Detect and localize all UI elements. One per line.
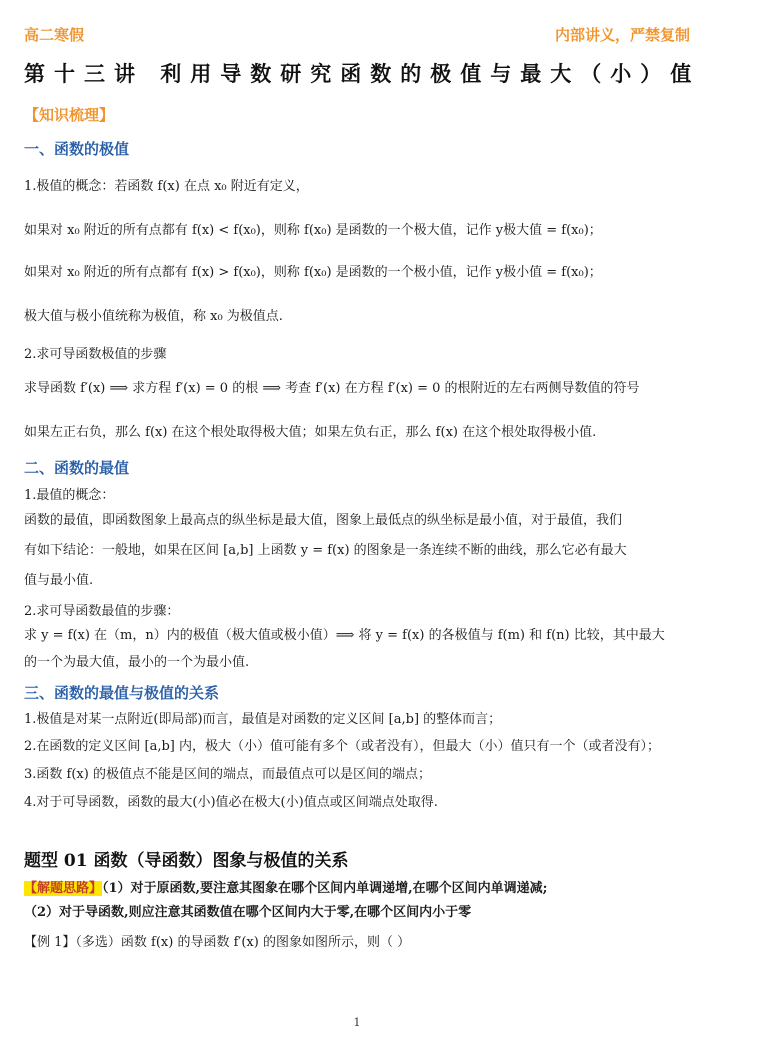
solution-tip-line-2: （2）对于导函数,则应注意其函数值在哪个区间内大于零,在哪个区间内小于零 <box>24 905 472 920</box>
header-right: 内部讲义，严禁复制 <box>554 26 690 44</box>
page-number: 1 <box>353 1016 361 1029</box>
s2-line-2: 函数的最值，即函数图象上最高点的纵坐标是最大值，图象上最低点的纵坐标是最小值，对于最值，我们 <box>24 513 623 528</box>
s3-line-4: 4.对于可导函数，函数的最大(小)值必在极大(小)值点或区间端点处取得. <box>24 795 438 810</box>
s3-line-1: 1.极值是对某一点附近(即局部)而言，最值是对函数的定义区间 [a,b] 的整体而言； <box>24 712 502 727</box>
solution-tip-line-1 <box>24 880 547 898</box>
s1-line-6: 求导函数 f′(x) ⟹ 求方程 f′(x) = 0 的根 ⟹ 考查 f′(x) 在方程 f′(x) = 0 的根附近的左右两侧导数值的符号 <box>24 381 640 396</box>
section-1-heading: 一、函数的极值 <box>24 140 130 158</box>
s1-line-5: 2.求可导函数极值的步骤 <box>24 347 167 362</box>
s1-line-2: 如果对 x₀ 附近的所有点都有 f(x) < f(x₀)，则称 f(x₀) 是函数的一个极大值，记作 y极大值 = f(x₀)； <box>24 223 602 238</box>
type-heading: 题型 01 函数（导函数）图象与极值的关系 <box>24 851 349 871</box>
s1-line-7: 如果左正右负，那么 f(x) 在这个根处取得极大值；如果左负右正，那么 f(x) 在这个根处取得极小值. <box>24 425 597 440</box>
s1-line-1: 1.极值的概念：若函数 f(x) 在点 x₀ 附近有定义， <box>24 179 309 194</box>
s3-line-2: 2.在函数的定义区间 [a,b] 内，极大（小）值可能有多个（或者没有），但最大（小）值只有一个（或者没有）； <box>24 739 661 754</box>
s2-line-1: 1.最值的概念： <box>24 488 115 503</box>
s2-line-7: 的一个为最大值，最小的一个为最小值. <box>24 655 250 670</box>
solution-tip-text-1: （1）对于原函数,要注意其图象在哪个区间内单调递增,在哪个区间内单调递减; <box>102 881 548 896</box>
s2-line-3: 有如下结论：一般地，如果在区间 [a,b] 上函数 y = f(x) 的图象是一条连续不断的曲线，那么它必有最大 <box>24 543 627 558</box>
s2-line-6: 求 y = f(x) 在（m，n）内的极值（极大值或极小值）⟹ 将 y = f(x) 的各极值与 f(m) 和 f(n) 比较，其中最大 <box>24 628 665 643</box>
page-title: 第十三讲 利用导数研究函数的极值与最大（小）值 <box>24 61 701 86</box>
solution-tip-label: 【解题思路】 <box>24 881 103 896</box>
knowledge-label: 【知识梳理】 <box>24 106 115 124</box>
s1-line-3: 如果对 x₀ 附近的所有点都有 f(x) > f(x₀)，则称 f(x₀) 是函数的一个极小值，记作 y极小值 = f(x₀)； <box>24 265 602 280</box>
s1-line-4: 极大值与极小值统称为极值，称 x₀ 为极值点. <box>24 309 283 324</box>
section-3-heading: 三、函数的最值与极值的关系 <box>24 684 220 702</box>
section-2-heading: 二、函数的最值 <box>24 459 130 477</box>
header-left: 高二寒假 <box>24 26 85 44</box>
s2-line-4: 值与最小值. <box>24 573 94 588</box>
s2-line-5: 2.求可导函数最值的步骤： <box>24 604 180 619</box>
example-1: 【例 1】（多选）函数 f(x) 的导函数 f′(x) 的图象如图所示，则（ ） <box>24 935 411 950</box>
s3-line-3: 3.函数 f(x) 的极值点不能是区间的端点，而最值点可以是区间的端点； <box>24 767 431 782</box>
